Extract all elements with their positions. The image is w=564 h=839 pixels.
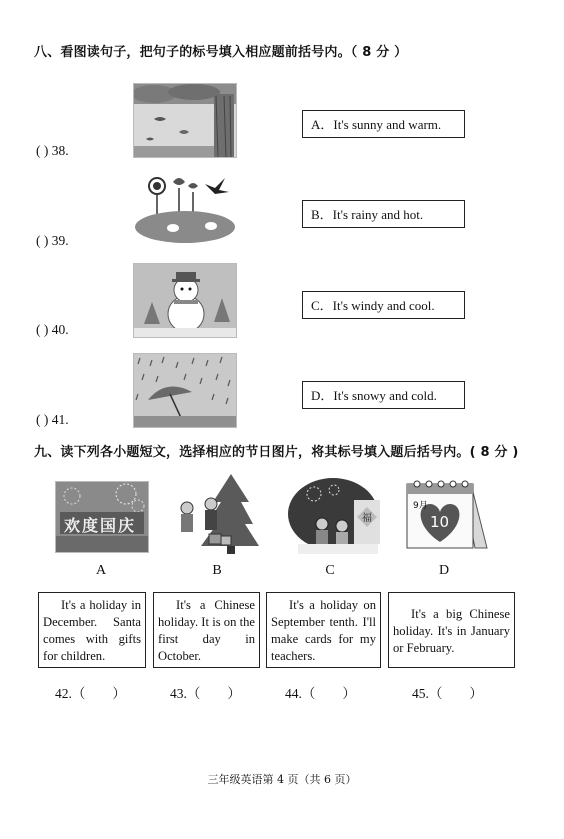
- spring-festival-picture: [288, 476, 382, 554]
- calendar-month: 9月: [413, 501, 428, 511]
- fu-sign: 福: [362, 513, 372, 524]
- question-38-blank[interactable]: ( ) 38.: [36, 143, 69, 158]
- teachers-day-calendar-picture: [403, 478, 489, 552]
- answer-45-blank[interactable]: 45.（ ）: [412, 686, 483, 701]
- snowman-picture: [133, 263, 237, 338]
- passage-43: It's a Chinese holiday. It is on the first day in October.: [153, 592, 260, 668]
- national-day-sign: 欢度国庆: [64, 516, 137, 535]
- option-c: C．It's windy and cool.: [302, 291, 465, 319]
- sunny-flowers-picture: [133, 172, 235, 245]
- national-day-picture: [55, 481, 149, 553]
- picture-letter-b: B: [212, 563, 222, 578]
- option-a: A．It's sunny and warm.: [302, 110, 465, 138]
- picture-letter-c: C: [325, 563, 335, 578]
- question-40-blank[interactable]: ( ) 40.: [36, 322, 69, 337]
- windy-leaves-picture: [133, 83, 237, 158]
- answer-44-blank[interactable]: 44.（ ）: [285, 686, 356, 701]
- passage-44: It's a holiday on September tenth. I'll make cards for my teachers.: [266, 592, 381, 668]
- picture-letter-a: A: [95, 563, 107, 578]
- question-39-blank[interactable]: ( ) 39.: [36, 233, 69, 248]
- page-footer: 三年级英语第 4 页（共 6 页）: [207, 773, 357, 786]
- calendar-day: 10: [430, 513, 450, 531]
- option-d: D．It's snowy and cold.: [302, 381, 465, 409]
- answer-42-blank[interactable]: 42.（ ）: [55, 686, 126, 701]
- picture-letter-d: D: [438, 563, 450, 578]
- passage-42: It's a holiday in December. Santa comes with gifts for children.: [38, 592, 146, 668]
- passage-45: It's a big Chinese holiday. It's in January or February.: [388, 592, 515, 668]
- question-41-blank[interactable]: ( ) 41.: [36, 412, 69, 427]
- section-8-title: 八、看图读句子，把句子的标号填入相应题前括号内。（ 8 分 ）: [34, 45, 408, 60]
- answer-43-blank[interactable]: 43.（ ）: [170, 686, 241, 701]
- christmas-picture: [173, 472, 261, 555]
- option-b: B．It's rainy and hot.: [302, 200, 465, 228]
- section-9-title: 九、读下列各小题短文，选择相应的节日图片，将其标号填入题后括号内。( 8 分 ): [34, 445, 519, 460]
- rainy-umbrella-picture: [133, 353, 237, 428]
